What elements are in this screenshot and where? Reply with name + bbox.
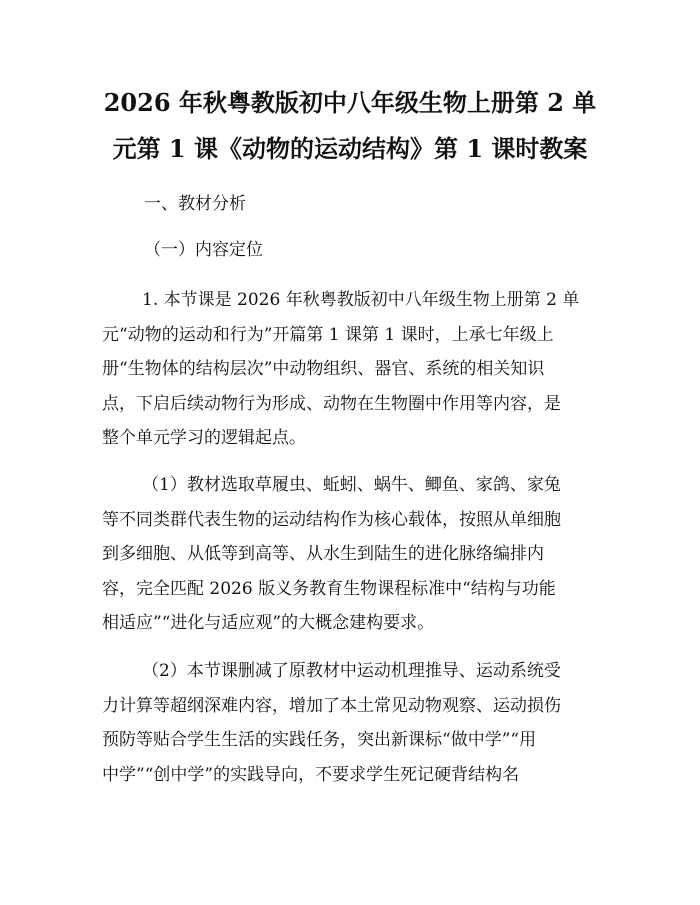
paragraph-line: 中学”“创中学”的实践导向，不要求学生死记硬背结构名: [102, 764, 520, 785]
paragraph-line: 容，完全匹配 2026 版义务教育生物课程标准中“结构与功能: [102, 578, 556, 599]
paragraph-line: 册“生物体的结构层次”中动物组织、器官、系统的相关知识: [102, 359, 545, 380]
paragraph-line: （1）教材选取草履虫、蚯蚓、蜗牛、鲫鱼、家鸽、家兔: [142, 475, 561, 495]
paragraph-line: 元“动物的运动和行为”开篇第 1 课第 1 课时，上承七年级上: [102, 324, 554, 345]
paragraph-2: [102, 468, 602, 641]
paragraph-3: [102, 654, 602, 792]
paragraph-line: （2）本节课删减了原教材中运动机理推导、运动系统受: [142, 661, 561, 681]
document-title-line-2: 元第 1 课《动物的运动结构》第 1 课时教案: [112, 134, 588, 163]
paragraph-line: 点，下启后续动物行为形成、动物在生物圈中作用等内容，是: [102, 393, 561, 414]
section-heading: 一、教材分析: [144, 194, 246, 214]
subsection-heading: （一）内容定位: [144, 240, 263, 260]
paragraph-line: 相适应”“进化与适应观”的大概念建构要求。: [102, 613, 435, 634]
paragraph-line: 等不同类群代表生物的运动结构作为核心载体，按照从单细胞: [102, 509, 561, 530]
document-title-line-1: 2026 年秋粤教版初中八年级生物上册第 2 单: [103, 88, 597, 117]
paragraph-line: 整个单元学习的逻辑起点。: [102, 428, 306, 449]
paragraph-line: 到多细胞、从低等到高等、从水生到陆生的进化脉络编排内: [102, 544, 544, 565]
paragraph-line: 力计算等超纲深难内容，增加了本土常见动物观察、运动损伤: [102, 695, 561, 716]
paragraph-line: 1. 本节课是 2026 年秋粤教版初中八年级生物上册第 2 单: [142, 290, 580, 310]
paragraph-line: 预防等贴合学生生活的实践任务，突出新课标“做中学”“用: [102, 730, 537, 751]
paragraph-1: [102, 283, 602, 456]
